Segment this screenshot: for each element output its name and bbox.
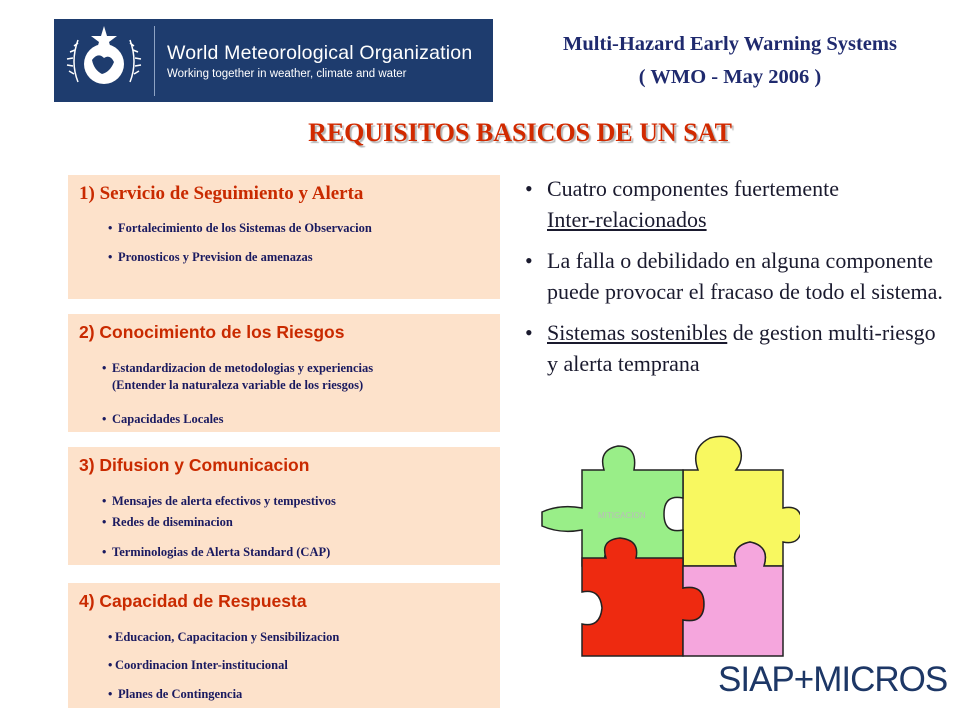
right-bullet-list [525,173,945,389]
wmo-tagline: Working together in weather, climate and water [167,67,407,80]
box-bullet: • Estandardizacion de metodologias y experiencias [102,361,374,375]
right-point-2: • La falla o debilidado en alguna componente puede provocar el fracaso de todo el sistema. [525,248,943,304]
wmo-divider [154,26,155,96]
box-conocimiento-riesgos [68,314,500,432]
box-servicio-seguimiento [68,175,500,299]
header-title-line2: ( WMO - May 2006 ) [638,66,822,88]
box-bullet: • Educacion, Capacitacion y Sensibilizacion [108,630,340,644]
box-bullet: • Mensajes de alerta efectivos y tempestivos [102,494,336,508]
box-bullet-continuation: (Entender la naturaleza variable de los riesgos) [112,378,364,392]
box-bullet: • Terminologias de Alerta Standard (CAP) [102,545,331,559]
box-bullet: • Coordinacion Inter-institucional [108,658,288,672]
siap-micros-logo: SIAP+MICROS [718,660,948,699]
wmo-banner [54,19,493,102]
right-point-1: • Cuatro componentes fuertemente Inter-relacionados [525,176,840,232]
box-difusion-comunicacion [68,447,500,565]
main-title: REQUISITOS BASICOS DE UN SAT [308,118,732,147]
box-bullet: • Fortalecimiento de los Sistemas de Observacion [108,221,372,235]
right-point-3: • Sistemas sostenibles de gestion multi-riesgo y alerta temprana [525,320,936,376]
box-bullet: • Capacidades Locales [102,412,224,426]
wmo-emblem-icon [54,19,154,102]
header-title-line1: Multi-Hazard Early Warning Systems [563,33,897,55]
box-title: 1) Servicio de Seguimiento y Alerta [79,183,364,204]
box-capacidad-respuesta [68,583,500,708]
box-bullet: • Redes de diseminacion [102,515,233,529]
wmo-text [167,42,472,80]
box-bullet: • Pronosticos y Prevision de amenazas [108,250,313,264]
box-title: 4) Capacidad de Respuesta [79,591,307,611]
puzzle-illustration [540,428,800,673]
box-bullet: • Planes de Contingencia [108,687,243,701]
puzzle-label: MITIGACION [598,511,646,520]
box-title: 3) Difusion y Comunicacion [79,455,310,475]
box-title: 2) Conocimiento de los Riesgos [79,322,345,342]
wmo-org-name: World Meteorological Organization [167,41,473,64]
